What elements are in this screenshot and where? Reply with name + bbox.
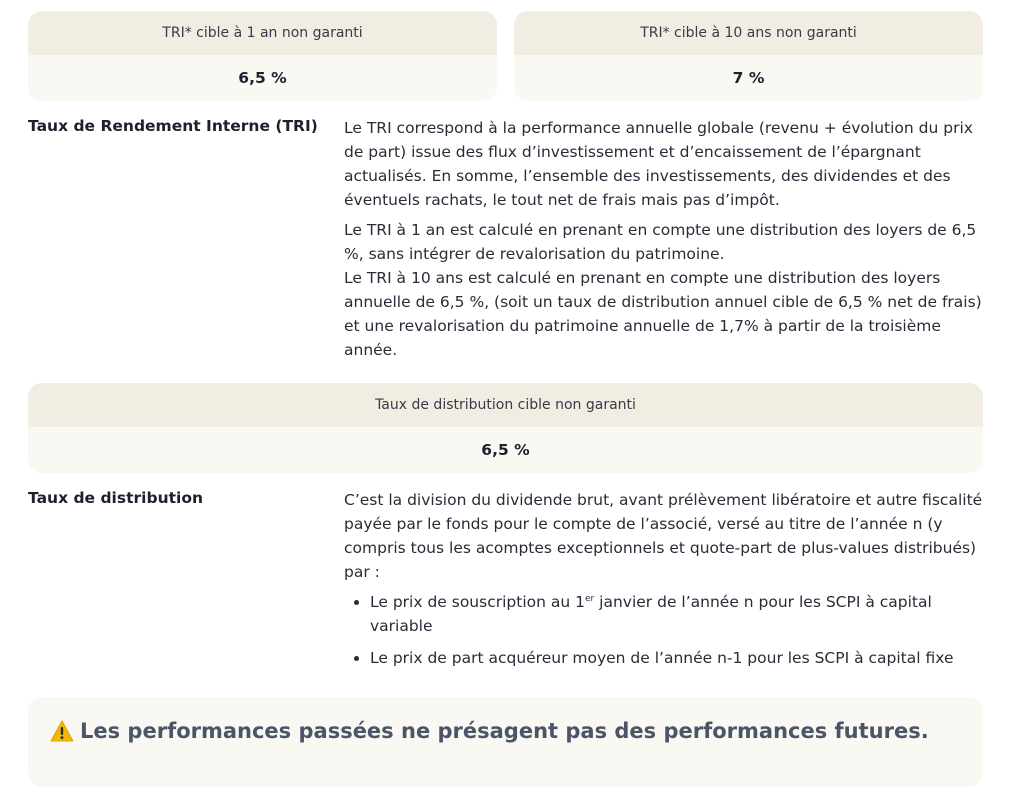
tri-10-years-header: TRI* cible à 10 ans non garanti — [514, 11, 983, 55]
tri-section-label: Taux de Rendement Interne (TRI) — [28, 117, 318, 135]
tri-10-years-card — [514, 11, 983, 101]
distribution-rate-value: 6,5 % — [481, 441, 530, 459]
tri-1-year-card — [28, 11, 497, 101]
list-item: • Le prix de part acquéreur moyen de l’année n-1 pour les SCPI à capital fixe — [370, 646, 989, 670]
tri-10-years-value: 7 % — [732, 69, 765, 87]
warning-text: Les performances passées ne présagent pas des performances futures. — [80, 719, 929, 743]
distribution-rate-header: Taux de distribution cible non garanti — [28, 383, 983, 427]
warning-icon — [50, 720, 74, 742]
warning-banner — [28, 697, 983, 787]
tri-section-text — [344, 116, 989, 362]
distribution-section-text — [344, 488, 989, 678]
distribution-definition-paragraph: C’est la division du dividende brut, avant prélèvement libératoire et autre fiscalité payée par le fonds pour le compte de l’associé, versé au titre de l’année n (y compris tous les acomptes exceptionnels et quote-part de plus-values distribués) par : — [344, 491, 983, 581]
tri-definition-paragraph: Le TRI correspond à la performance annuelle globale (revenu + évolution du prix de part) issue des flux d’investissement et d’encaissement de l’épargnant actualisés. En somme, l’ensemble des investissements, des dividendes et des éventuels rachats, le tout net de frais mais pas d’impôt. — [344, 119, 973, 209]
tri-1-year-paragraph: Le TRI à 1 an est calculé en prenant en compte une distribution des loyers de 6,5 %, sans intégrer de revalorisation du patrimoine. — [344, 221, 977, 263]
distribution-section-label: Taux de distribution — [28, 489, 204, 507]
distribution-bullet-list — [344, 590, 989, 670]
list-item: • Le prix de souscription au 1er janvier de l’année n pour les SCPI à capital variable — [370, 590, 989, 638]
tri-10-years-paragraph: Le TRI à 10 ans est calculé en prenant en compte une distribution des loyers annuelle de 6,5 %, (soit un taux de distribution annuel cible de 6,5 % net de frais) et une revalorisation du patrimoine annuelle de 1,7% à partir de la troisième année. — [344, 269, 982, 359]
tri-1-year-header: TRI* cible à 1 an non garanti — [28, 11, 497, 55]
distribution-rate-card — [28, 383, 983, 473]
tri-1-year-value: 6,5 % — [238, 69, 287, 87]
